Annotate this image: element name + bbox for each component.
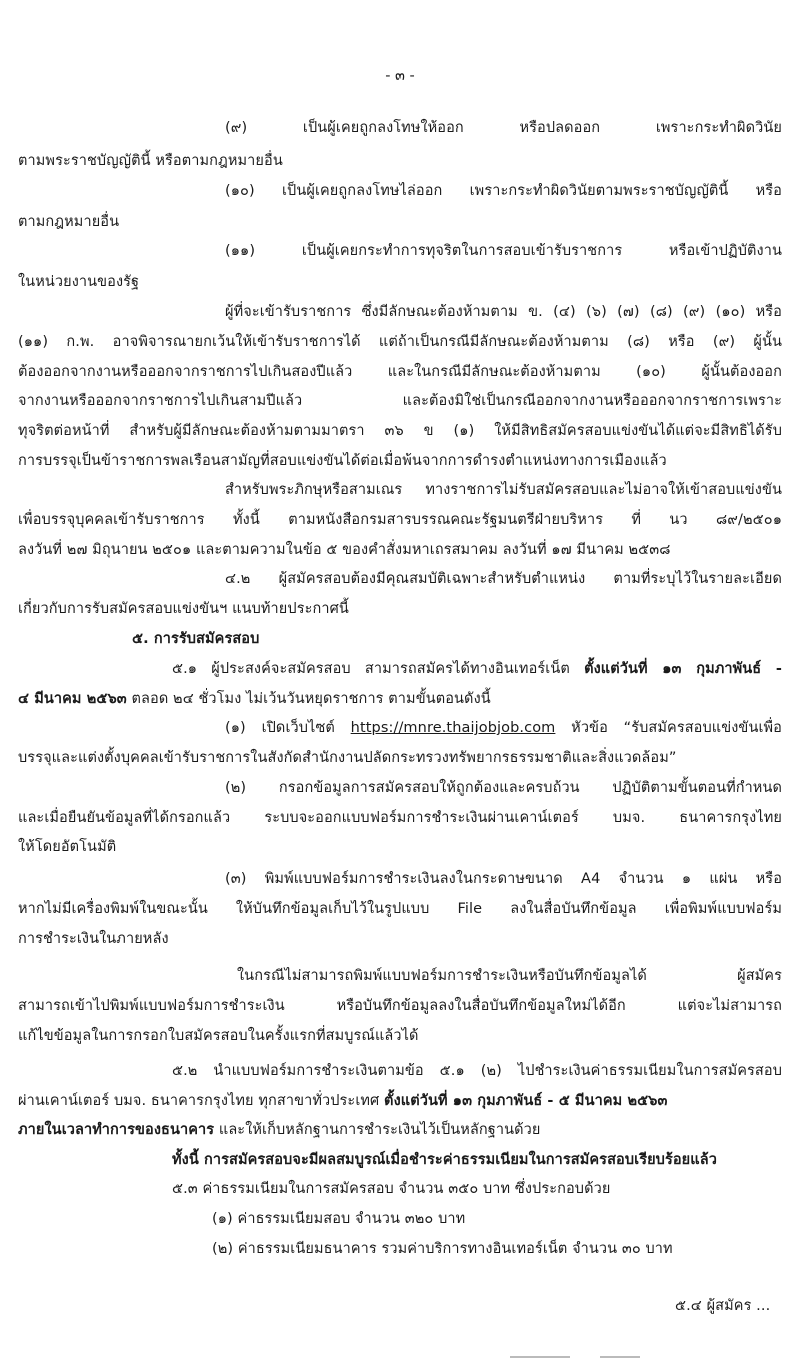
clause-5-2-line-3 — [18, 1119, 541, 1141]
exemption-para-line-2: (๑๑) ก.พ. อาจพิจารณายกเว้นให้เข้ารับราชการได้ แต่ถ้าเป็นกรณีมีลักษณะต้องห้ามตาม (๘) หรือ (๙) ผู้นั้น — [18, 334, 782, 350]
step-3-line-3: การชำระเงินในภายหลัง — [18, 931, 169, 947]
print-fail-para-line-2: สามารถเข้าไปพิมพ์แบบฟอร์มการชำระเงิน หรือบันทึกข้อมูลลงในสื่อบันทึกข้อมูลใหม่ได้อีก แต่จะไม่สามารถ — [18, 998, 782, 1014]
exemption-para-line-6: การบรรจุเป็นข้าราชการพลเรือนสามัญที่สอบแข่งขันได้ต่อเมื่อพ้นจากการดำรงตำแหน่งทางการเมืองแล้ว — [18, 453, 667, 469]
clause-5-1-line-2 — [18, 688, 491, 710]
item-11-line-2: ในหน่วยงานของรัฐ — [18, 274, 140, 290]
step-1-line-1 — [225, 717, 782, 739]
clause-5-1-line-1 — [172, 658, 782, 680]
step-1-line-2: บรรจุและแต่งตั้งบุคคลเข้ารับราชการในสังกัดสำนักงานปลัดกระทรวงทรัพยากรธรรมชาติและสิ่งแวดล้อม” — [18, 750, 677, 766]
print-fail-para-line-3: แก้ไขข้อมูลในการกรอกใบสมัครสอบในครั้งแรกที่สมบูรณ์แล้วได้ — [18, 1028, 419, 1044]
completion-note: ทั้งนี้ การสมัครสอบจะมีผลสมบูรณ์เมื่อชำระค่าธรรมเนียมในการสมัครสอบเรียบร้อยแล้ว — [172, 1152, 717, 1168]
clause-4-2-line-2: เกี่ยวกับการรับสมัครสอบแข่งขันฯ แนบท้ายประกาศนี้ — [18, 601, 349, 617]
monk-para-line-3: ลงวันที่ ๒๗ มิถุนายน ๒๕๐๑ และตามความในข้อ ๕ ของคำสั่งมหาเถรสมาคม ลงวันที่ ๑๗ มีนาคม ๒๕๓๘ — [18, 542, 671, 558]
section-5-heading: ๕. การรับสมัครสอบ — [132, 631, 260, 647]
step-1-topic: หัวข้อ “รับสมัครสอบแข่งขันเพื่อ — [555, 720, 782, 736]
item-10-line-2: ตามกฎหมายอื่น — [18, 214, 120, 230]
monk-para-line-2: เพื่อบรรจุบุคคลเข้ารับราชการ ทั้งนี้ ตามหนังสือกรมสารบรรณคณะรัฐมนตรีฝ่ายบริหาร ที่ นว ๘๙/๒๕๐๑ — [18, 512, 782, 528]
step-3-line-1: (๓) พิมพ์แบบฟอร์มการชำระเงินลงในกระดาษขนาด A4 จำนวน ๑ แผ่น หรือ — [225, 871, 782, 887]
exemption-para-line-4: จากงานหรือออกจากราชการไปเกินสามปีแล้ว และต้องมิใช่เป็นกรณีออกจากงานหรือออกจากราชการเพราะ — [18, 393, 782, 409]
monk-para-line-1: สำหรับพระภิกษุหรือสามเณร ทางราชการไม่รับสมัครสอบและไม่อาจให้เข้าสอบแข่งขัน — [225, 482, 782, 498]
fee-item-1: (๑) ค่าธรรมเนียมสอบ จำนวน ๓๒๐ บาท — [212, 1211, 466, 1227]
exemption-para-line-1: ผู้ที่จะเข้ารับราชการ ซึ่งมีลักษณะต้องห้ามตาม ข. (๔) (๖) (๗) (๘) (๙) (๑๐) หรือ — [225, 304, 782, 320]
exemption-para-line-3: ต้องออกจากงานหรือออกจากราชการไปเกินสองปีแล้ว และในกรณีมีลักษณะต้องห้ามตาม (๑๐) ผู้นั้นต้องออก — [18, 364, 782, 380]
clause-5-2-hours: ภายในเวลาทำการของธนาคาร — [18, 1122, 215, 1138]
step-1-text: (๑) เปิดเว็บไซต์ — [225, 720, 351, 736]
step-2-line-3: ให้โดยอัตโนมัติ — [18, 839, 117, 855]
registration-website-link[interactable]: https://mnre.thaijobjob.com — [350, 720, 556, 736]
continuation-marker: ๕.๔ ผู้สมัคร ... — [675, 1298, 771, 1314]
clause-5-2-line-2 — [18, 1090, 668, 1112]
clause-5-2-date: ตั้งแต่วันที่ ๑๓ กุมภาพันธ์ - ๕ มีนาคม ๒๕๖๓ — [384, 1093, 668, 1109]
fee-item-2: (๒) ค่าธรรมเนียมธนาคาร รวมค่าบริการทางอินเทอร์เน็ต จำนวน ๓๐ บาท — [212, 1241, 673, 1257]
clause-4-2-line-1: ๔.๒ ผู้สมัครสอบต้องมีคุณสมบัติเฉพาะสำหรับตำแหน่ง ตามที่ระบุไว้ในรายละเอียด — [225, 571, 782, 587]
item-10-line-1: (๑๐) เป็นผู้เคยถูกลงโทษไล่ออก เพราะกระทำผิดวินัยตามพระราชบัญญัตินี้ หรือ — [225, 183, 782, 199]
exemption-para-line-5: ทุจริตต่อหน้าที่ สำหรับผู้มีลักษณะต้องห้ามตามมาตรา ๓๖ ข (๑) ให้มีสิทธิสมัครสอบแข่งขันได้แต่จะมีสิทธิได้รับ — [18, 423, 782, 439]
page-number: - ๓ - — [385, 68, 415, 84]
step-2-line-2: และเมื่อยืนยันข้อมูลที่ได้กรอกแล้ว ระบบจะออกแบบฟอร์มการชำระเงินผ่านเคาน์เตอร์ บมจ. ธนาคารกรุงไทย — [18, 810, 782, 826]
item-11-line-1: (๑๑) เป็นผู้เคยกระทำการทุจริตในการสอบเข้ารับราชการ หรือเข้าปฏิบัติงาน — [225, 243, 782, 259]
clause-5-3: ๕.๓ ค่าธรรมเนียมในการสมัครสอบ จำนวน ๓๕๐ บาท ซึ่งประกอบด้วย — [172, 1181, 611, 1197]
scan-artifact — [600, 1356, 640, 1358]
clause-5-1-date-end: ๔ มีนาคม ๒๕๖๓ — [18, 691, 127, 707]
item-9-line-1: (๙) เป็นผู้เคยถูกลงโทษให้ออก หรือปลดออก เพราะกระทำผิดวินัย — [225, 120, 782, 136]
item-9-line-2: ตามพระราชบัญญัตินี้ หรือตามกฎหมายอื่น — [18, 153, 283, 169]
clause-5-2-text-2: และให้เก็บหลักฐานการชำระเงินไว้เป็นหลักฐานด้วย — [214, 1122, 541, 1138]
scan-artifact — [510, 1356, 570, 1358]
print-fail-para-line-1: ในกรณีไม่สามารถพิมพ์แบบฟอร์มการชำระเงินหรือบันทึกข้อมูลได้ ผู้สมัคร — [237, 968, 782, 984]
step-3-line-2: หากไม่มีเครื่องพิมพ์ในขณะนั้น ให้บันทึกข้อมูลเก็บไว้ในรูปแบบ File ลงในสื่อบันทึกข้อมูล เพื่อพิมพ์แบบฟอร์ม — [18, 901, 782, 917]
step-2-line-1: (๒) กรอกข้อมูลการสมัครสอบให้ถูกต้องและครบถ้วน ปฏิบัติตามขั้นตอนที่กำหนด — [225, 780, 782, 796]
clause-5-2-text: ผ่านเคาน์เตอร์ บมจ. ธนาคารกรุงไทย ทุกสาขาทั่วประเทศ — [18, 1093, 385, 1109]
clause-5-1-date-start: ตั้งแต่วันที่ ๑๓ กุมภาพันธ์ - — [584, 661, 782, 677]
clause-5-1-text-2: ตลอด ๒๔ ชั่วโมง ไม่เว้นวันหยุดราชการ ตามขั้นตอนดังนี้ — [126, 691, 491, 707]
clause-5-2-line-1: ๕.๒ นำแบบฟอร์มการชำระเงินตามข้อ ๕.๑ (๒) ไปชำระเงินค่าธรรมเนียมในการสมัครสอบ — [172, 1063, 782, 1079]
clause-5-1-text: ๕.๑ ผู้ประสงค์จะสมัครสอบ สามารถสมัครได้ทางอินเทอร์เน็ต — [172, 661, 585, 677]
